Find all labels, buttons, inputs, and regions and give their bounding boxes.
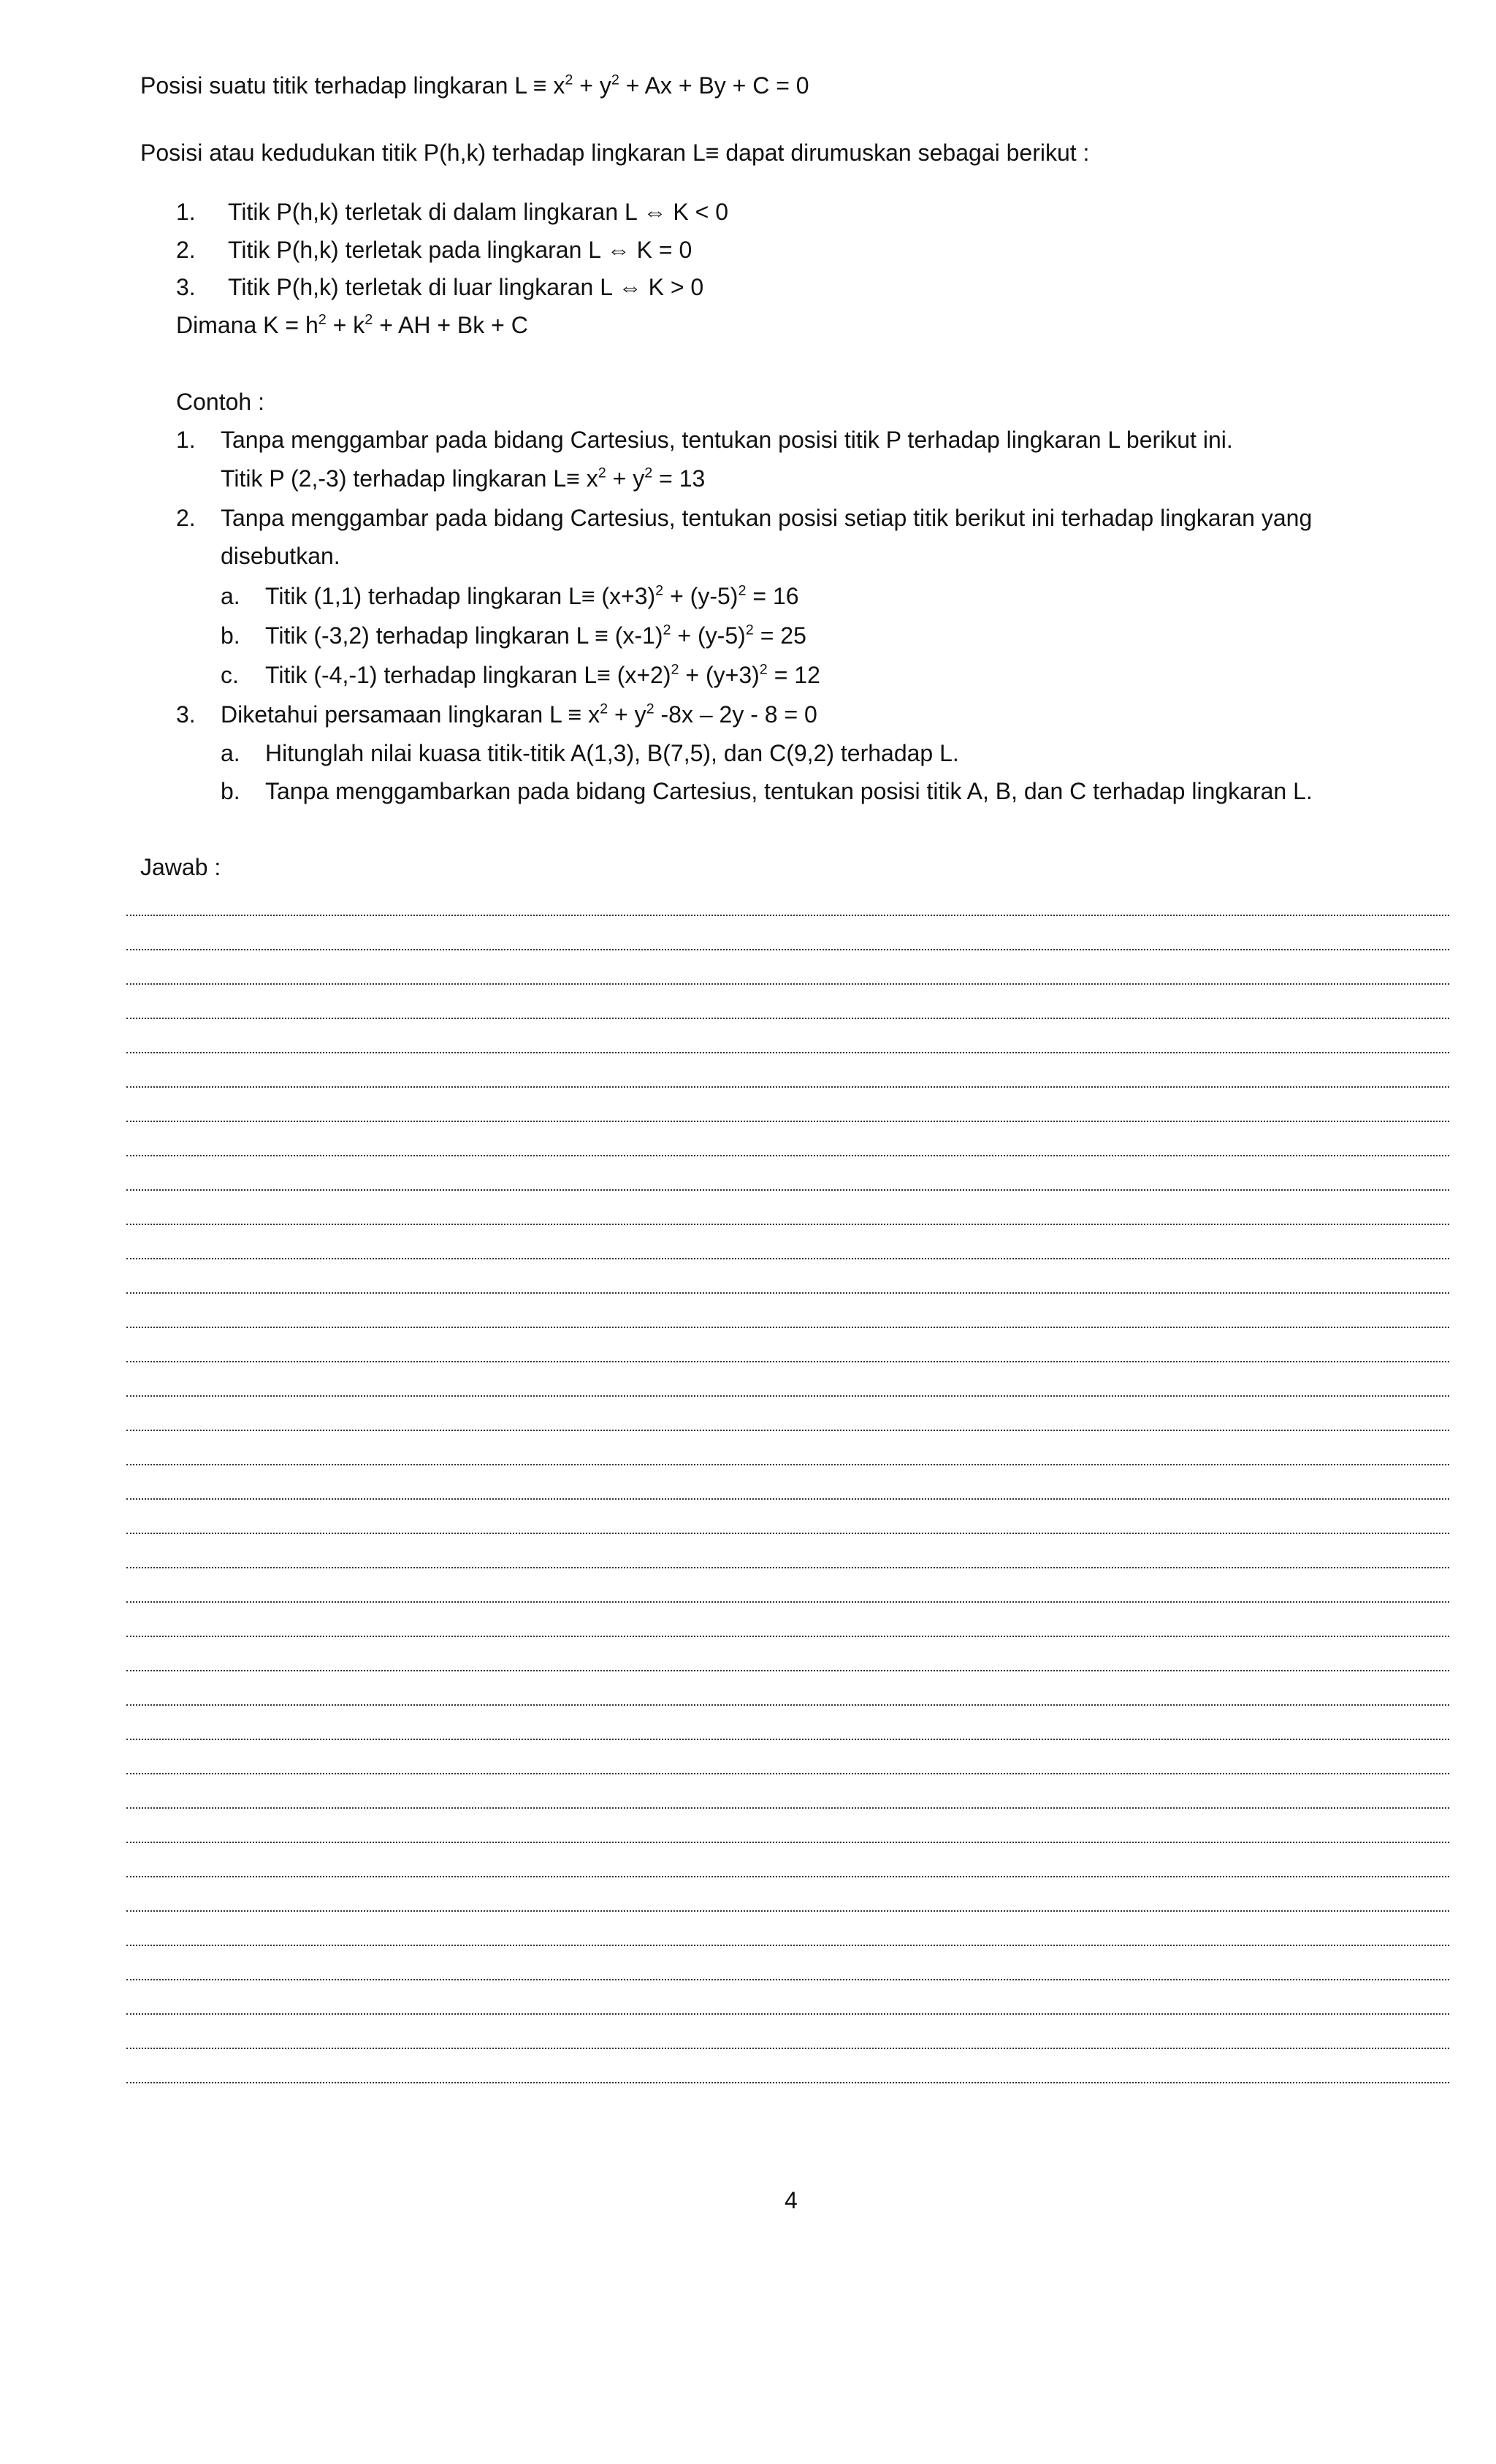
answer-line: [126, 1601, 1449, 1603]
definition-sup-1: 2: [318, 311, 327, 328]
answer-line: [126, 1807, 1449, 1809]
answer-line: [126, 1670, 1449, 1671]
example-2a-sup-2: 2: [738, 582, 747, 599]
definition-text-b: + k: [326, 312, 365, 338]
answer-line: [126, 1086, 1449, 1088]
example-number: 1.: [176, 427, 196, 453]
answer-line: [126, 1224, 1449, 1225]
answer-line: [126, 949, 1449, 950]
heading-text-c: + Ax + By + C = 0: [619, 72, 809, 99]
example-3-sup-2: 2: [646, 701, 654, 717]
definition-sup-2: 2: [365, 311, 373, 328]
examples-heading: Contoh :: [176, 389, 264, 415]
example-1-subtext: [221, 465, 705, 492]
definition-text-a: Dimana K = h: [176, 312, 318, 338]
answer-line: [126, 1327, 1449, 1328]
answer-line: [126, 1773, 1449, 1774]
example-3-text-b: + y: [608, 701, 646, 728]
answer-line: [126, 1464, 1449, 1465]
heading-text-b: + y: [573, 72, 611, 99]
answer-line: [126, 1636, 1449, 1637]
answer-line: [126, 1121, 1449, 1122]
answer-line: [126, 915, 1449, 916]
heading-sup-1: 2: [565, 72, 573, 88]
sub-item-label: a.: [221, 740, 240, 766]
answer-line: [126, 1498, 1449, 1500]
sub-item-label: b.: [221, 778, 240, 804]
example-1-text: Tanpa menggambar pada bidang Cartesius, tentukan posisi titik P terhadap lingkaran L berikut ini.: [221, 427, 1233, 453]
answer-line: [126, 1876, 1449, 1877]
answer-line: [126, 1704, 1449, 1706]
answer-line: [126, 2082, 1449, 2083]
example-2c-sup-2: 2: [759, 661, 768, 678]
example-2a-text-c: = 16: [746, 583, 799, 609]
intro-text: Posisi atau kedudukan titik P(h,k) terhadap lingkaran L≡ dapat dirumuskan sebagai berikut :: [140, 140, 1090, 166]
condition-item: Titik P(h,k) terletak di dalam lingkaran L ⇔ K < 0: [228, 199, 729, 225]
example-3-text-c: -8x – 2y - 8 = 0: [654, 701, 817, 728]
example-2c-text-a: Titik (-4,-1) terhadap lingkaran L≡ (x+2): [265, 662, 671, 688]
example-2-text-line-1: Tanpa menggambar pada bidang Cartesius, tentukan posisi setiap titik berikut ini terhadap lingkaran yang: [221, 505, 1313, 531]
sub-item-label: b.: [221, 622, 240, 649]
answer-line: [126, 1155, 1449, 1156]
answer-line: [126, 1361, 1449, 1362]
answer-line: [126, 1533, 1449, 1534]
answer-line: [126, 1945, 1449, 1946]
answer-line: [126, 983, 1449, 985]
example-2a-text-b: + (y-5): [663, 583, 739, 609]
answer-label: Jawab :: [140, 854, 221, 880]
heading-text-a: Posisi suatu titik terhadap lingkaran L ≡ x: [140, 72, 565, 99]
answer-line: [126, 2048, 1449, 2049]
answer-line: [126, 1258, 1449, 1259]
example-2b-text-c: = 25: [753, 622, 806, 649]
example-2b-text-a: Titik (-3,2) terhadap lingkaran L ≡ (x-1): [265, 622, 663, 649]
condition-number: 3.: [176, 274, 196, 300]
condition-number: 2.: [176, 237, 196, 263]
example-2c-text: [265, 661, 820, 689]
example-2b-sup-2: 2: [745, 622, 754, 638]
answer-line: [126, 1739, 1449, 1740]
answer-line: [126, 2013, 1449, 2015]
example-number: 3.: [176, 701, 196, 728]
example-1-sub-b: + y: [606, 465, 645, 492]
answer-line: [126, 1189, 1449, 1191]
answer-line: [126, 1910, 1449, 1912]
answer-line: [126, 1292, 1449, 1294]
heading-sup-2: 2: [611, 72, 619, 88]
example-2c-text-b: + (y+3): [679, 662, 760, 688]
example-2b-text: [265, 622, 806, 649]
answer-line: [126, 1842, 1449, 1843]
example-2b-text-b: + (y-5): [671, 622, 746, 649]
example-2a-sup-1: 2: [655, 582, 664, 599]
example-2a-text-a: Titik (1,1) terhadap lingkaran L≡ (x+3): [265, 583, 656, 609]
example-3-text: [221, 701, 817, 728]
answer-line: [126, 1018, 1449, 1019]
condition-item: Titik P(h,k) terletak pada lingkaran L ⇔ K = 0: [228, 237, 692, 263]
condition-number: 1.: [176, 199, 196, 225]
answer-line: [126, 1395, 1449, 1397]
example-2b-sup-1: 2: [663, 622, 671, 638]
example-2c-text-c: = 12: [767, 662, 820, 688]
example-1-sub-a: Titik P (2,-3) terhadap lingkaran L≡ x: [221, 465, 598, 492]
answer-line: [126, 1430, 1449, 1431]
example-1-sub-c: = 13: [652, 465, 706, 492]
sub-item-label: a.: [221, 583, 240, 609]
example-1-sup-2: 2: [644, 465, 653, 481]
example-2c-sup-1: 2: [671, 661, 679, 678]
example-3a-text: Hitunglah nilai kuasa titik-titik A(1,3), B(7,5), dan C(9,2) terhadap L.: [265, 740, 959, 766]
example-3-text-a: Diketahui persamaan lingkaran L ≡ x: [221, 701, 600, 728]
answer-line: [126, 1979, 1449, 1980]
answer-line: [126, 1567, 1449, 1568]
definition-text-c: + AH + Bk + C: [373, 312, 528, 338]
sub-item-label: c.: [221, 662, 239, 688]
condition-item: Titik P(h,k) terletak di luar lingkaran L ⇔ K > 0: [228, 274, 704, 300]
example-2a-text: [265, 582, 799, 610]
example-3b-text: Tanpa menggambarkan pada bidang Cartesius, tentukan posisi titik A, B, dan C terhadap lingkaran L.: [265, 778, 1313, 804]
page-heading: [140, 72, 809, 99]
answer-line: [126, 1052, 1449, 1053]
page-number: 4: [785, 2187, 798, 2213]
example-number: 2.: [176, 505, 196, 531]
example-1-sup-1: 2: [598, 465, 606, 481]
example-2-text-line-2: disebutkan.: [221, 543, 340, 569]
definition-k: [176, 311, 528, 339]
example-3-sup-1: 2: [600, 701, 608, 717]
